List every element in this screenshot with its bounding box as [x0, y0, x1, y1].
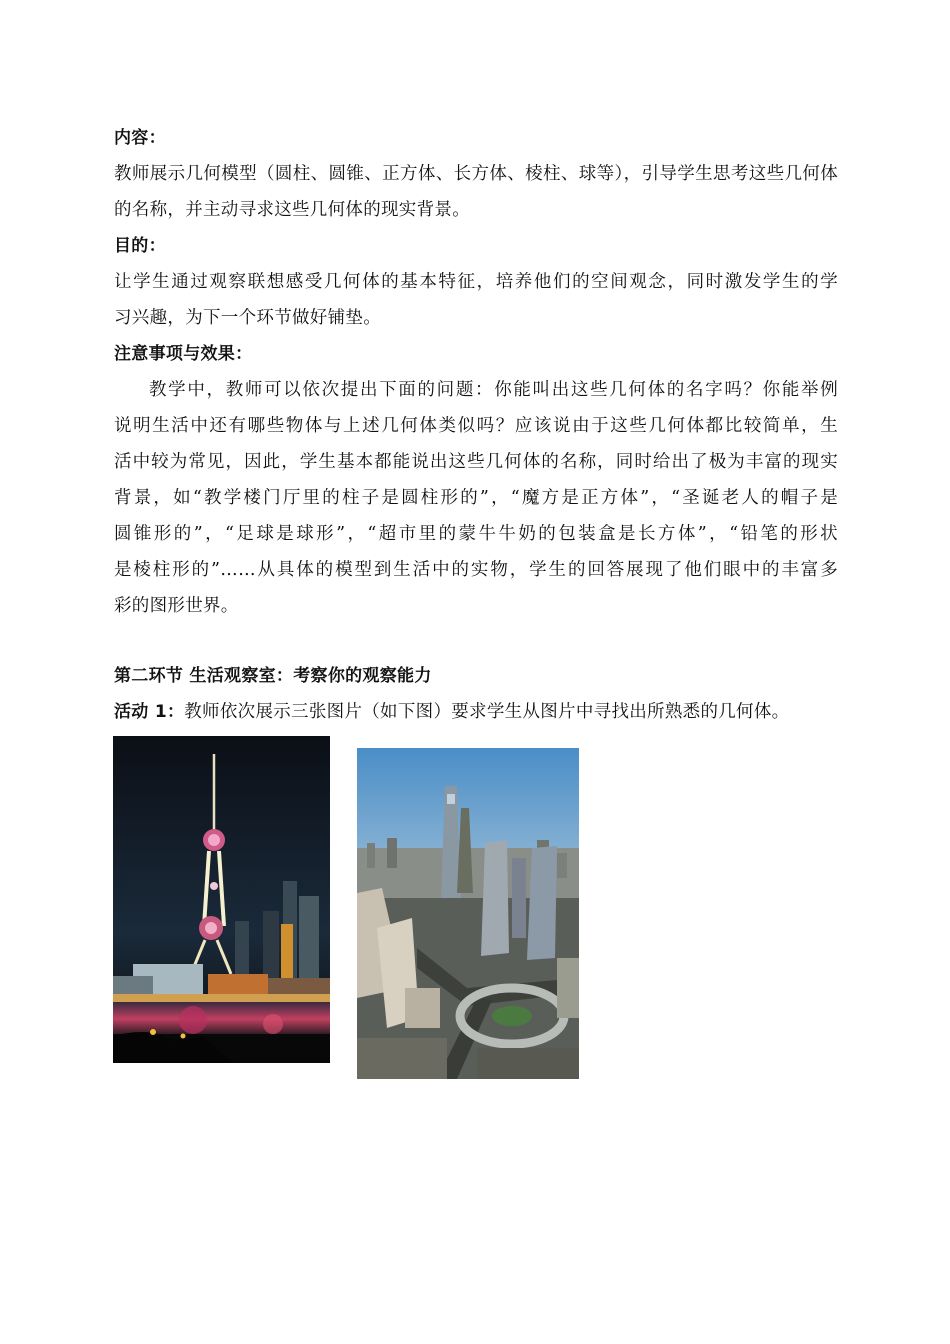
purpose-label: 目的：	[114, 236, 166, 256]
notes-line-7: 彩的图形世界。	[114, 596, 239, 616]
notes-line-4: 背景，如“教学楼门厅里的柱子是圆柱形的”，“魔方是正方体”，“圣诞老人的帽子是	[114, 488, 838, 508]
section-gap	[114, 624, 838, 658]
content-line-1: 教师展示几何模型（圆柱、圆锥、正方体、长方体、棱柱、球等），引导学生思考这些几何体	[114, 164, 838, 184]
notes-line-6: 是棱柱形的”……从具体的模型到生活中的实物，学生的回答展现了他们眼中的丰富多	[114, 560, 838, 580]
photo-row	[113, 736, 583, 1081]
purpose-line-1: 让学生通过观察联想感受几何体的基本特征，培养他们的空间观念，同时激发学生的学	[114, 272, 838, 292]
night-tower-photo	[113, 736, 330, 1063]
aerial-skyline-photo	[357, 748, 579, 1079]
activity-text: 教师依次展示三张图片（如下图）要求学生从图片中寻找出所熟悉的几何体。	[184, 702, 790, 722]
section2-heading: 第二环节 生活观察室：考察你的观察能力	[114, 666, 432, 686]
notes-line-1: 教学中，教师可以依次提出下面的问题：你能叫出这些几何体的名字吗？你能举例	[149, 380, 838, 400]
notes-line-2: 说明生活中还有哪些物体与上述几何体类似吗？应该说由于这些几何体都比较简单，生	[114, 416, 838, 436]
purpose-line-2: 习兴趣，为下一个环节做好铺垫。	[114, 308, 381, 328]
notes-line-3: 活中较为常见，因此，学生基本都能说出这些几何体的名称，同时给出了极为丰富的现实	[114, 452, 838, 472]
content-label: 内容：	[114, 128, 166, 148]
content-line-2: 的名称，并主动寻求这些几何体的现实背景。	[114, 200, 470, 220]
document-page	[114, 120, 838, 730]
notes-label: 注意事项与效果：	[114, 344, 253, 364]
activity-label: 活动 1：	[114, 702, 185, 722]
activity-line	[114, 694, 838, 730]
notes-line-5: 圆锥形的”，“足球是球形”，“超市里的蒙牛牛奶的包装盒是长方体”，“铅笔的形状	[114, 524, 838, 544]
